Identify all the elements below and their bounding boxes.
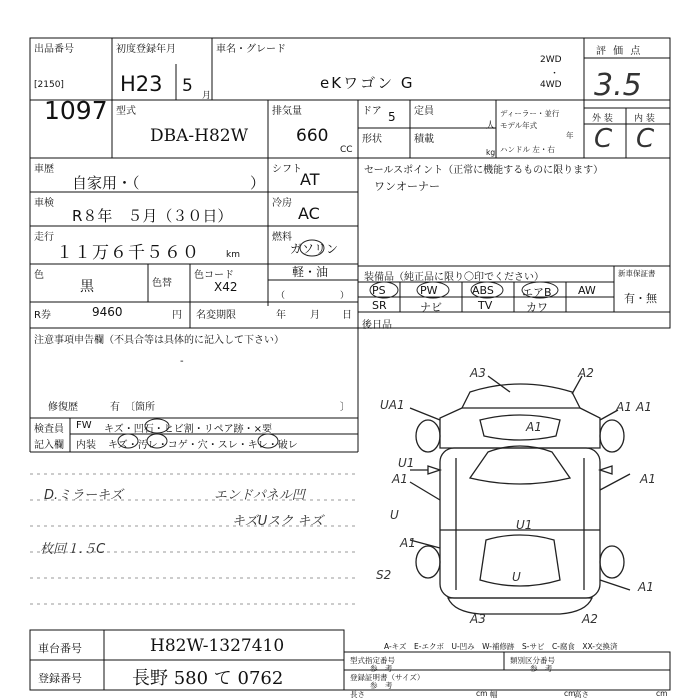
- inspector-label-2: 記入欄: [34, 440, 64, 451]
- ac-value: AC: [298, 204, 320, 223]
- fuel-label: 燃料: [272, 232, 292, 243]
- sales-points-label: セールスポイント（正常に機能するものに限ります）: [364, 165, 604, 176]
- damage-mark-16: A2: [582, 612, 598, 626]
- history-label: 車歴: [34, 164, 54, 175]
- equipment-label: 装備品（純正品に限り〇印でください）: [364, 272, 544, 283]
- history-close: ）: [250, 174, 266, 192]
- damage-mark-13: U: [512, 570, 521, 584]
- first-reg-year: H23: [120, 72, 163, 96]
- declaration-label: 注意事項申告欄（不具合等は具体的に記入して下さい）: [34, 335, 284, 346]
- month-unit: 月: [202, 91, 212, 101]
- kg-unit: kg: [486, 148, 496, 157]
- year-unit: 年: [566, 131, 574, 140]
- yen-unit: 円: [172, 310, 182, 321]
- lot-no-label: 出品番号: [34, 44, 74, 55]
- ac-label: 冷房: [272, 198, 292, 209]
- lot-code: [2150]: [34, 80, 64, 90]
- damage-mark-6: U1: [398, 456, 415, 470]
- warranty-value: 有・無: [624, 292, 657, 305]
- shift-label: シフト: [272, 164, 302, 175]
- inspector-label-1: 検査員: [34, 424, 64, 435]
- displacement-label: 排気量: [272, 106, 302, 117]
- mileage-value: １１万６千５６０: [56, 243, 200, 263]
- chassis-label: 車台番号: [38, 642, 82, 655]
- inspection-value: R８年 ５月（３０日）: [72, 207, 233, 225]
- width-unit: cm: [564, 689, 576, 698]
- damage-mark-3: UA1: [380, 398, 405, 412]
- equip-tv: TV: [478, 299, 493, 312]
- ymd-year: 年: [276, 310, 286, 321]
- damage-mark-14: A1: [638, 580, 654, 594]
- model-year-label: モデル年式: [500, 121, 538, 130]
- damage-mark-15: A1: [526, 420, 542, 434]
- damage-mark-2: A2: [578, 366, 594, 380]
- damage-mark-12: S2: [376, 568, 392, 582]
- damage-mark-17: A3: [470, 612, 486, 626]
- exterior-label: 外 装: [592, 114, 613, 124]
- color-change-label: 色替: [152, 278, 172, 289]
- model: DBA-H82W: [150, 126, 249, 146]
- damage-mark-1: A3: [470, 366, 486, 380]
- repair-value: 有 〔箇所: [110, 402, 155, 413]
- cc-unit: CC: [340, 145, 353, 155]
- capacity-label: 定員: [414, 106, 434, 117]
- reg-spec-label: 登録証明書（サイズ）: [350, 673, 425, 682]
- drive-4wd: 4WD: [540, 80, 562, 90]
- inspection-label: 車検: [34, 198, 54, 209]
- length-unit: cm: [476, 689, 488, 698]
- color-value: 黒: [80, 279, 94, 295]
- reg-spec-ref: 参 考: [370, 681, 393, 690]
- damage-mark-7: A1: [392, 472, 408, 486]
- km-unit: km: [226, 250, 240, 260]
- color-code: X42: [214, 280, 238, 294]
- type-designation-ref: 参 考: [370, 664, 393, 673]
- handle-label: ハンドル 左・右: [500, 145, 555, 154]
- doors-label: ドア: [362, 106, 382, 117]
- dealer-label: ディーラー・並行: [500, 109, 560, 118]
- car-name-label: 車名・グレード: [216, 44, 286, 55]
- doors: 5: [388, 110, 396, 124]
- type-designation-label: 型式指定番号: [350, 656, 395, 665]
- drive-2wd: 2WD: [540, 55, 562, 65]
- first-reg-label: 初度登録年月: [116, 44, 176, 55]
- warranty-label: 新車保証書: [618, 269, 656, 278]
- shape-label: 形状: [362, 134, 382, 145]
- ymd-month: 月: [310, 310, 320, 321]
- displacement: 660: [296, 126, 329, 146]
- equip-navi: ナビ: [420, 301, 442, 314]
- length-label: 長さ: [350, 690, 365, 699]
- equip-pw: PW: [420, 284, 438, 297]
- exterior-grade: C: [594, 124, 613, 154]
- category-ref: 参 考: [530, 664, 553, 673]
- score: 3.5: [594, 68, 642, 103]
- fuel-paren-open: （: [276, 291, 286, 301]
- recycle-value: 9460: [92, 305, 123, 319]
- damage-mark-4: A1: [616, 400, 632, 414]
- damage-mark-10: A1: [400, 536, 416, 550]
- car-name: eKワゴン G: [320, 74, 415, 92]
- interior-items: キズ・汚レ・コゲ・穴・スレ・キレ・破レ: [108, 440, 298, 451]
- reg-value: 長野 580 て 0762: [132, 668, 284, 689]
- equip-leather: カワ: [526, 301, 548, 314]
- category-label: 類別区分番号: [510, 656, 555, 665]
- equip-abs: ABS: [472, 284, 494, 297]
- reg-label: 登録番号: [38, 672, 82, 685]
- equip-ps: PS: [372, 284, 386, 297]
- shift-value: AT: [300, 170, 320, 189]
- drive-dot: ・: [550, 69, 560, 79]
- repair-close: 〕: [340, 402, 350, 413]
- history-value: 自家用・（: [72, 174, 140, 192]
- fuel-kerosene: 軽・油: [292, 265, 329, 279]
- repair-label: 修復歴: [48, 402, 78, 413]
- damage-legend: A-キズ E-エクボ U-凹み W-補修跡 S-サビ C-腐食 XX-交換済: [384, 642, 618, 651]
- color-code-label: 色コード: [194, 270, 234, 281]
- equip-airbag: エアB: [522, 286, 552, 299]
- sales-points-value: ワンオーナー: [374, 180, 440, 193]
- capacity-unit: 人: [486, 121, 496, 131]
- damage-mark-5: A1: [636, 400, 652, 414]
- name-change-label: 名変期限: [196, 310, 236, 321]
- first-reg-month: 5: [182, 76, 193, 96]
- interior-label: 内 装: [634, 114, 655, 124]
- chassis-value: H82W-1327410: [150, 636, 285, 656]
- recycle-label: R券: [34, 310, 51, 321]
- fw-items: キズ・凹石・ヒビ割・リペア跡・×要: [104, 424, 272, 435]
- damage-mark-9: U: [390, 508, 399, 522]
- model-label: 型式: [116, 106, 136, 117]
- rear-seat-label: 後日品: [362, 320, 392, 331]
- damage-mark-8: A1: [640, 472, 656, 486]
- interior-grade: C: [636, 124, 655, 154]
- load-label: 積載: [414, 134, 434, 145]
- score-label: 評 価 点: [596, 46, 643, 57]
- handwritten-note-3: キズUスク キズ: [232, 514, 324, 529]
- mileage-label: 走行: [34, 232, 54, 243]
- fw-label: FW: [76, 420, 92, 431]
- color-label: 色: [34, 270, 44, 281]
- fuel-paren-close: ）: [340, 291, 350, 301]
- height-label: 高さ: [574, 690, 589, 699]
- height-unit: cm: [656, 689, 668, 698]
- equip-aw: AW: [578, 284, 596, 297]
- fuel-gasoline: ガソリン: [290, 242, 339, 256]
- interior-check-label: 内装: [76, 440, 96, 451]
- ymd-day: 日: [342, 310, 352, 321]
- handwritten-note-1: D.ミラーキズ: [44, 488, 123, 503]
- handwritten-note-2: エンドパネル凹: [214, 488, 305, 503]
- declaration-dash: -: [180, 356, 184, 367]
- width-label: 幅: [490, 690, 498, 699]
- handwritten-note-4: 枚回１.５C: [40, 542, 106, 557]
- equip-sr: SR: [372, 299, 387, 312]
- damage-mark-11: U1: [516, 518, 533, 532]
- lot-no: 1097: [44, 96, 108, 125]
